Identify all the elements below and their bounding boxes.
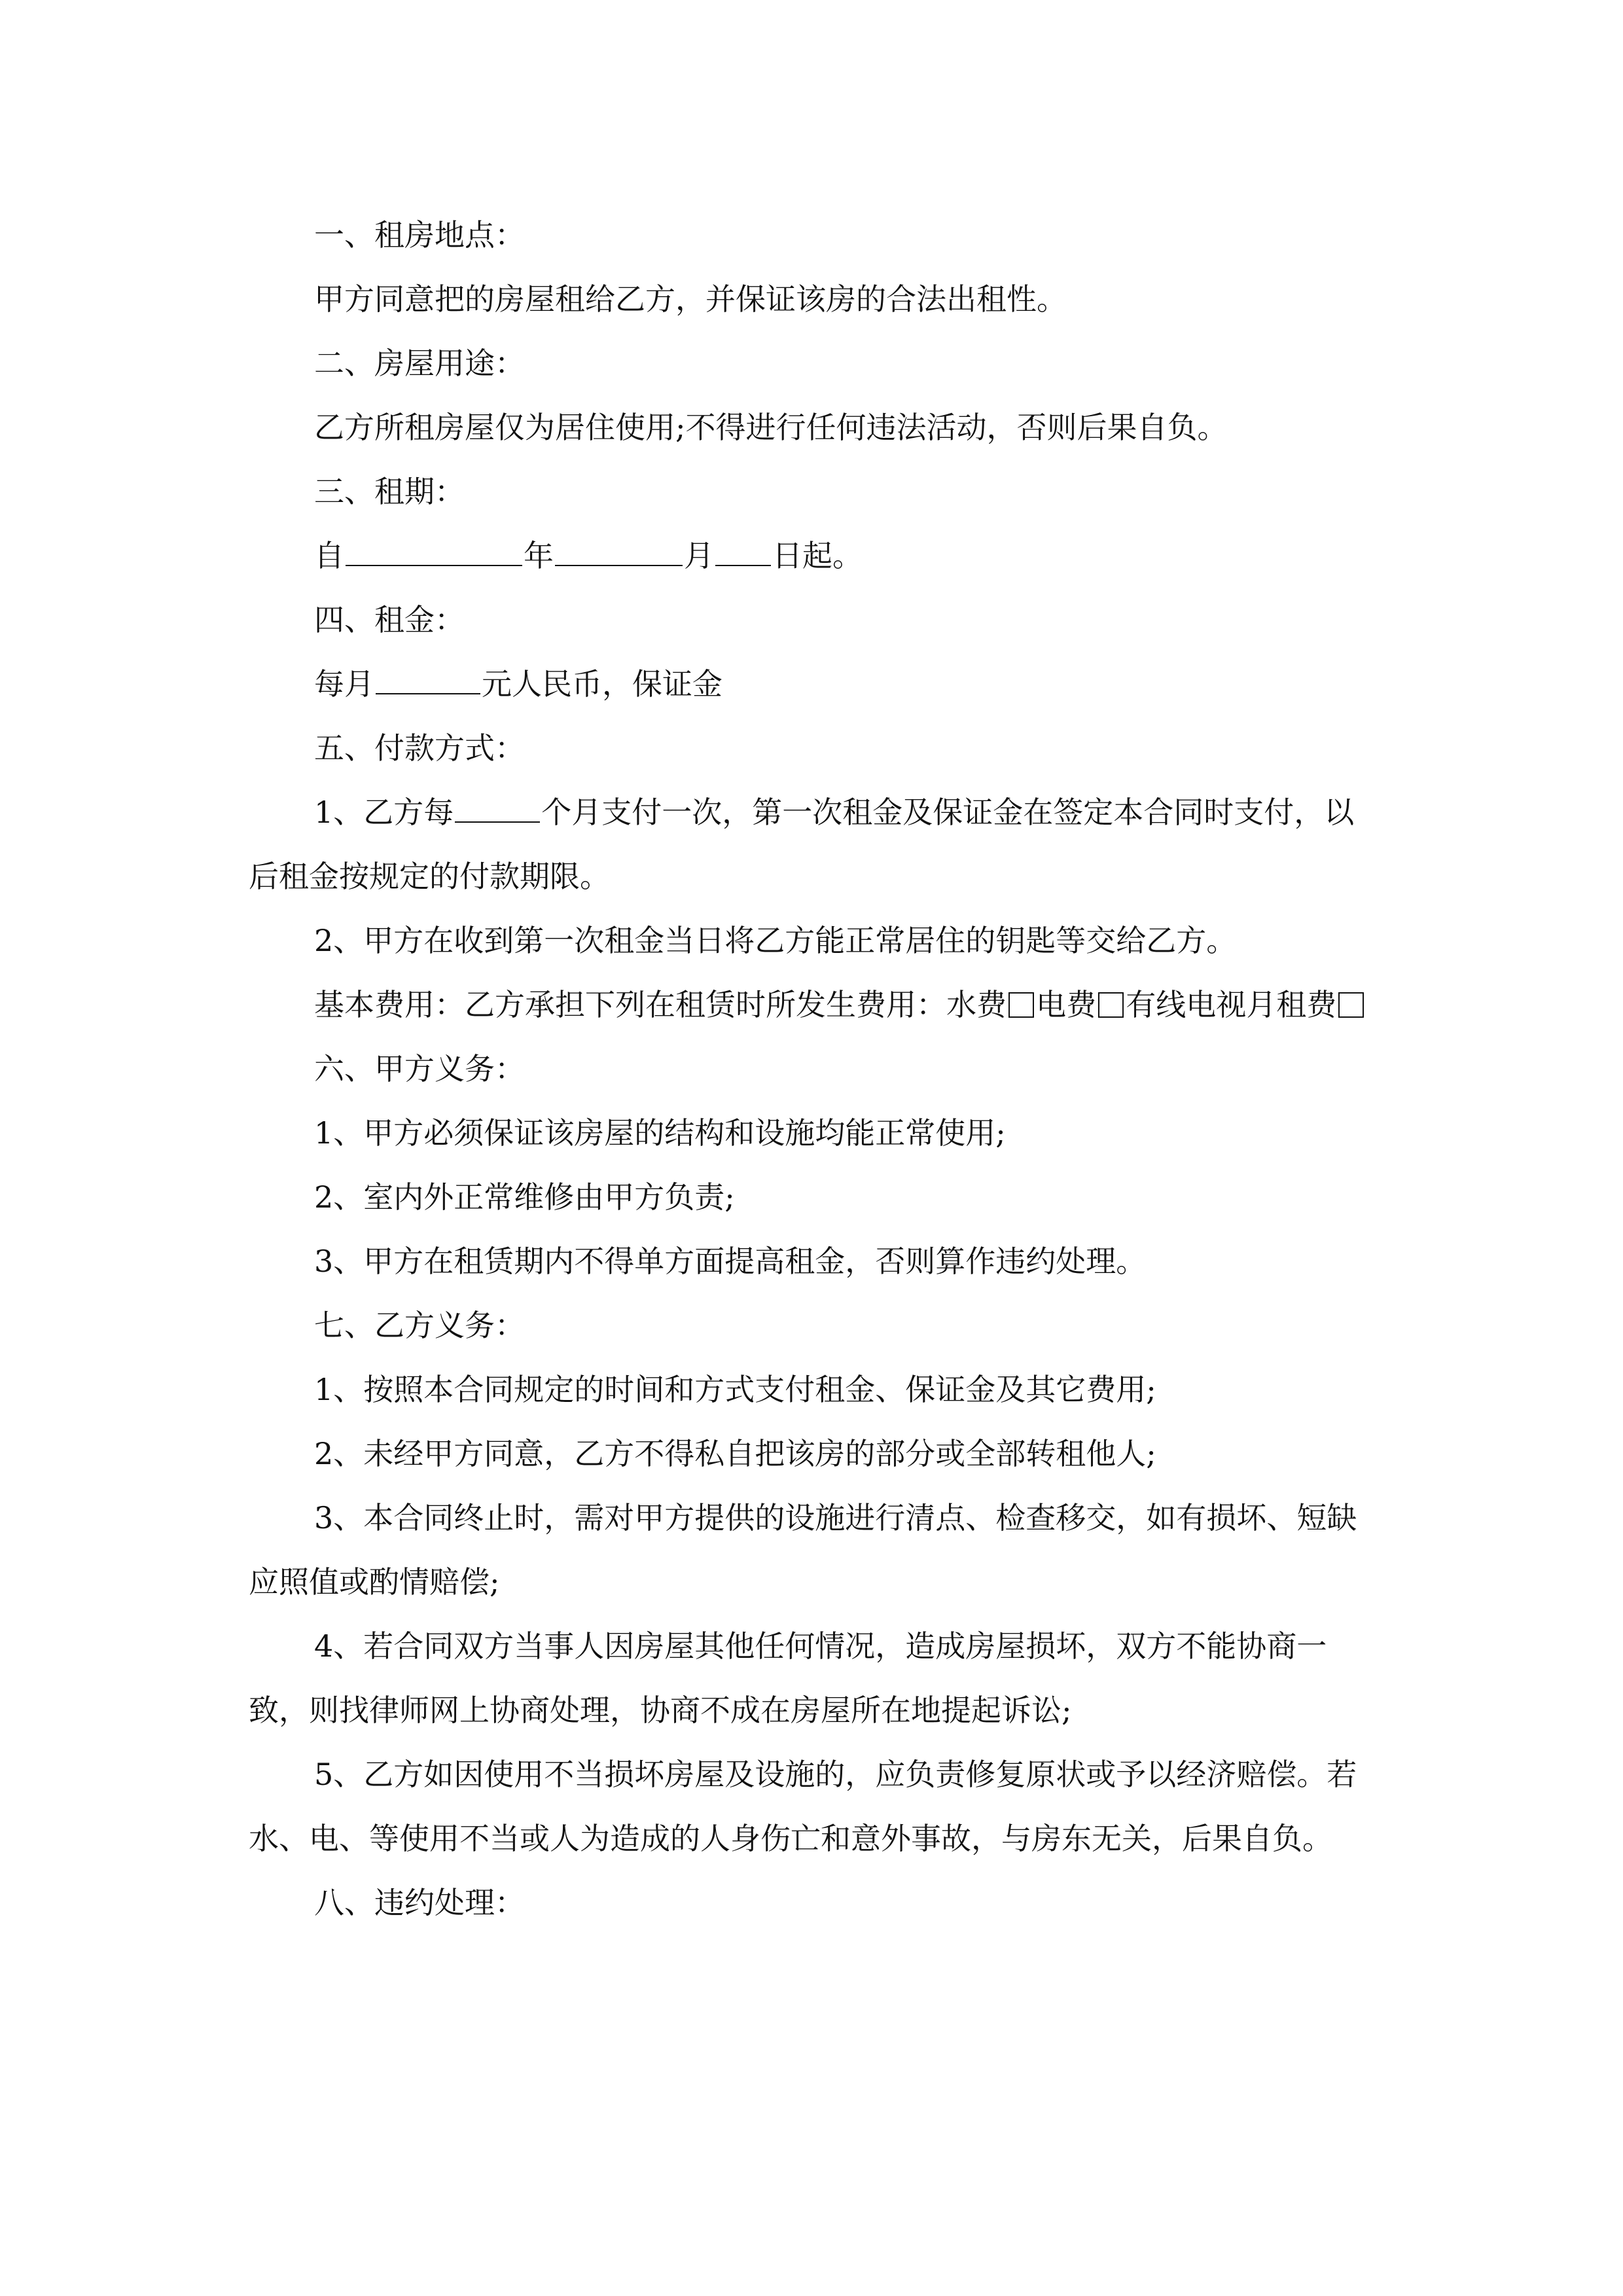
- party-b-item-2: 2、未经甲方同意，乙方不得私自把该房的部分或全部转租他人;: [314, 1436, 1156, 1471]
- section-heading-term: 三、租期：: [314, 474, 465, 509]
- payment-item-2: 2、甲方在收到第一次租金当日将乙方能正常居住的钥匙等交给乙方。: [314, 923, 1237, 958]
- payment-1-suffix: 个月支付一次，第一次租金及保证金在签定本合同时支付，以后租金按规定的付款期限。: [249, 795, 1355, 894]
- term-day: 日起。: [772, 538, 863, 573]
- party-a-item-3: 3、甲方在租赁期内不得单方面提高租金，否则算作违约处理。: [314, 1244, 1147, 1279]
- rent-line: [249, 652, 1374, 716]
- section-heading-breach: 八、违约处理：: [314, 1885, 525, 1920]
- fee-electric: 电费: [1036, 987, 1097, 1022]
- section-heading-party-a: 六、甲方义务：: [314, 1051, 525, 1086]
- term-year: 年: [524, 538, 554, 573]
- section-heading-party-b: 七、乙方义务：: [314, 1308, 525, 1343]
- payment-months-blank: [455, 795, 540, 823]
- usage-text: 乙方所租房屋仅为居住使用;不得进行任何违法活动，否则后果自负。: [314, 410, 1228, 445]
- checkbox-electric: [1098, 992, 1124, 1018]
- fee-tv: 有线电视月租费: [1126, 987, 1337, 1022]
- party-b-item-1: 1、按照本合同规定的时间和方式支付租金、保证金及其它费用;: [314, 1372, 1156, 1407]
- location-text: 甲方同意把的房屋租给乙方，并保证该房的合法出租性。: [314, 281, 1067, 317]
- section-heading-rent: 四、租金：: [314, 602, 465, 637]
- fee-water: 水费: [946, 987, 1007, 1022]
- term-line: [249, 524, 1374, 588]
- party-a-item-2: 2、室内外正常维修由甲方负责;: [314, 1179, 735, 1215]
- party-b-item-3: 3、本合同终止时，需对甲方提供的设施进行清点、检查移交，如有损坏、短缺应照值或酌情赔偿;: [249, 1500, 1357, 1600]
- party-a-item-1: 1、甲方必须保证该房屋的结构和设施均能正常使用;: [314, 1115, 1006, 1151]
- month-blank: [555, 538, 683, 566]
- term-prefix: 自: [314, 538, 344, 573]
- party-b-item-4: 4、若合同双方当事人因房屋其他任何情况，造成房屋损坏，双方不能协商一致，则找律师网上协商处理，协商不成在房屋所在地提起诉讼;: [249, 1628, 1327, 1728]
- rent-prefix: 每月: [314, 666, 374, 702]
- payment-1-prefix: 1、乙方每: [314, 795, 454, 830]
- party-b-item-5: 5、乙方如因使用不当损坏房屋及设施的，应负责修复原状或予以经济赔偿。若水、电、等使用不当或人为造成的人身伤亡和意外事故，与房东无关，后果自负。: [249, 1757, 1357, 1856]
- basic-fees: [249, 973, 1374, 1037]
- section-heading-payment: 五、付款方式：: [314, 730, 525, 766]
- rent-amount-blank: [376, 666, 480, 694]
- term-month: 月: [684, 538, 714, 573]
- rent-suffix: 元人民币，保证金: [482, 666, 722, 702]
- section-heading-usage: 二、房屋用途：: [314, 346, 525, 381]
- day-blank: [715, 538, 771, 566]
- checkbox-tv: [1338, 992, 1364, 1018]
- section-heading-location: 一、租房地点：: [314, 217, 525, 253]
- year-blank: [346, 538, 522, 566]
- payment-item-1: [249, 780, 1374, 908]
- contract-body: [249, 203, 1374, 1935]
- checkbox-water: [1008, 992, 1034, 1018]
- fees-prefix: 基本费用：乙方承担下列在租赁时所发生费用：: [314, 987, 946, 1022]
